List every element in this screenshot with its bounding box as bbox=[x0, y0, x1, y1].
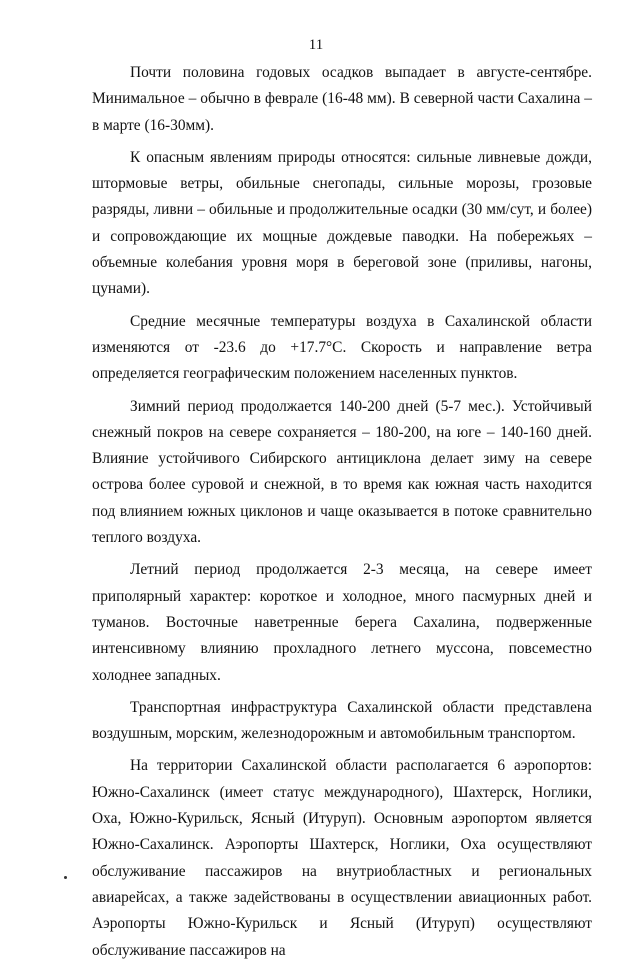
paragraph-hazards: К опасным явлениям природы относятся: сильные ливневые дожди, штормовые ветры, обильные снегопады, сильные морозы, грозовые разряды, ливни – обильные и продолжительные осадки (30 мм/сут, и более) и сопровождающие их мощные дождевые паводки. На побережьях – объемные колебания уровня моря в береговой зоне (приливы, нагоны, цунами). bbox=[92, 148, 592, 298]
paragraph-temperatures: Средние месячные температуры воздуха в Сахалинской области изменяются от -23.6 до +17.7°С. Скорость и направление ветра определяется географическим положением населенных пунктов. bbox=[92, 312, 592, 383]
paragraph-winter: Зимний период продолжается 140-200 дней (5-7 мес.). Устойчивый снежный покров на севере сохраняется – 180-200, на юге – 140-160 дней. Влияние устойчивого Сибирского антициклона делает зиму на севере острова более суровой и снежной, в то время как южная часть находится под влиянием южных циклонов и чаще оказывается в потоке сравнительно теплого воздуха. bbox=[92, 397, 592, 547]
paragraph-summer: Летний период продолжается 2-3 месяца, на севере имеет приполярный характер: короткое и холодное, много пасмурных дней и туманов. Восточные наветренные берега Сахалина, подверженные интенсивному влиянию прохладного летнего муссона, повсеместно холоднее западных. bbox=[92, 561, 592, 684]
scan-speck bbox=[64, 876, 67, 879]
page-content bbox=[92, 60, 592, 970]
page-number: 11 bbox=[308, 37, 324, 53]
paragraph-airports: На территории Сахалинской области располагается 6 аэропортов: Южно-Сахалинск (имеет статус международного), Шахтерск, Ноглики, Оха, Южно-Курильск, Ясный (Итуруп). Основным аэропортом является Южно-Сахалинск. Аэропорты Шахтерск, Ноглики, Оха осуществляют обслуживание пассажиров на внутриобластных и региональных авиарейсах, а также задействованы в осуществлении авиационных работ. Аэропорты Южно-Курильск и Ясный (Итуруп) осуществляют обслуживание пассажиров на bbox=[92, 757, 592, 959]
paragraph-transport: Транспортная инфраструктура Сахалинской области представлена воздушным, морским, железнодорожным и автомобильным транспортом. bbox=[92, 698, 592, 743]
paragraph-precipitation: Почти половина годовых осадков выпадает в августе-сентябре. Минимальное – обычно в феврале (16-48 мм). В северной части Сахалина – в марте (16-30мм). bbox=[92, 64, 592, 134]
